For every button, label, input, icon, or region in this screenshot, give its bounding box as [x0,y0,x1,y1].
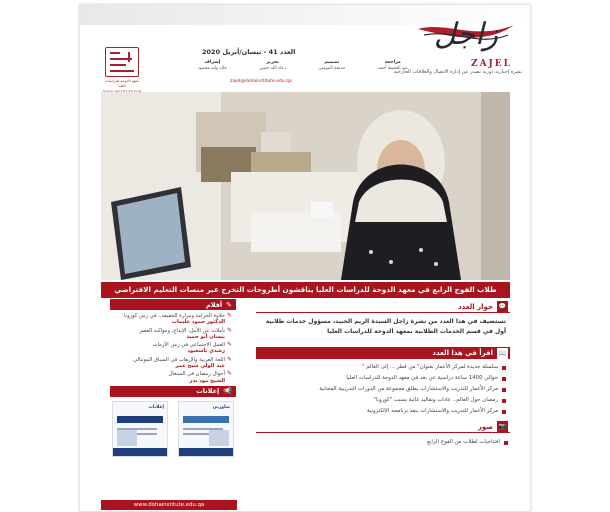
toc-item[interactable]: حوالي 1400 ساعة دراسية عن بعد في معهد الدوحة للدراسات العليا [256,375,506,382]
ad-card[interactable]: إعلانات [112,401,168,457]
left-column [110,299,236,461]
aqlam-item[interactable]: ✎ تأملات عن الأمل، الإبداع، ومواكبة العصر بيسان أبو حميد [139,326,232,340]
zajel-english-title: ZAJEL [471,59,512,69]
dialogue-header: 💬 حوار العدد [256,301,510,313]
headline-bar: طلاب الفوج الرابع في معهد الدوحة للدراسات العليا يناقشون أطروحات التخرج عبر منصات التعليم الافتراضي [101,282,510,298]
website-link[interactable]: www.dohainstitute.edu.qa [101,500,237,510]
toc-item[interactable]: رمضان حول العالم.. عادات وتقاليد غائبة بسبب "كورونا" [256,397,506,404]
toc-item[interactable]: مركز الأعمار للتدريب والاستشارات يطلق مجموعة من الدورات التدريبية المجانية [256,386,506,393]
aqlam-item[interactable]: ✎ أحوال رمضان في السنغال الشيخ مود بدر [168,370,232,384]
cover-photo [101,92,510,280]
contact-email[interactable]: zajel@dohainstitute.edu.qa [230,79,292,84]
ads-header [110,386,236,397]
ads-section [110,386,236,461]
institute-mark [105,47,139,77]
credits [198,60,408,72]
credit-design: تصميم خديجة المومني [318,60,346,71]
photos-item[interactable]: افتتاحيات لطلاب من الفوج الرابع [256,433,510,445]
zajel-arabic-title: زاجل [433,17,498,52]
aqlam-title: أقلام [205,300,223,309]
pen-icon: ✎ [226,326,232,334]
newsletter-page [79,4,531,512]
institute-name-ar: معهد الدوحة للدراسات العليا [105,79,139,88]
speech-bubble-icon: 💬 [498,303,507,310]
megaphone-icon: 📢 [223,387,232,396]
toc-list [256,359,510,415]
masthead-tagline: نشرة إخبارية دورية تصدر عن إدارة الاتصال والعلاقات الخارجية [393,69,522,75]
aqlam-list [110,310,236,384]
pen-icon: ✎ [226,370,232,378]
dialogue-text[interactable]: تستضيف في هذا العدد من نشرة زاجل السيدة الريم الحبيد، مسؤول خدمات طلابية أول في قسم الخدمات الطلابية بمعهد الدوحة للدراسات العليا [265,318,506,335]
credit-review: مراجعة عبد الحفيظ أحمد [377,60,408,71]
right-column [256,301,510,445]
camera-icon: 📷 [498,423,507,430]
pen-icon: ✎ [226,341,232,349]
issue-number: العدد 41 - نيسان/أبريل 2020 [202,48,296,56]
aqlam-item[interactable]: ✎ اللغة العربية والإرهاب في السياق المونتالي عبد الولي شيخ عمر [133,355,232,370]
pen-icon: ✎ [226,312,232,319]
pen-icon: ✎ [226,355,232,363]
ad-card[interactable]: شاورني [178,401,234,457]
photos-header: 📷 صور [256,421,510,433]
aqlam-header [110,299,236,310]
credit-editing: تحرير دعاء الله حسن [259,60,286,71]
toc-item[interactable]: مركز الأعمار للتدريب والاستشارات ينفذ برنامجه الإلكترونية [256,408,506,415]
toc-item[interactable]: سلسلة جديدة لمركز الأعمار بعنوان" من قطر ... إلى العالم " [256,364,506,371]
ads-row [110,397,236,461]
toc-header: 📖 اقرأ في هذا العدد [256,347,510,359]
aqlam-item[interactable]: ✎ العمل الاجتماعي في زمن الأزمات رشدي باسعيود [152,341,232,355]
pen-icon: ✎ [226,300,232,309]
aqlam-item[interactable]: ✎ حلاوة الحرامة ومرارة الحقيقة.. في زمن كورونا الدكتور حمود عليمات [124,312,232,326]
book-icon: 📖 [498,349,507,357]
credit-supervision: إشراف خالد وليد محمود [198,60,227,71]
ads-title: إعلانات [196,387,220,396]
